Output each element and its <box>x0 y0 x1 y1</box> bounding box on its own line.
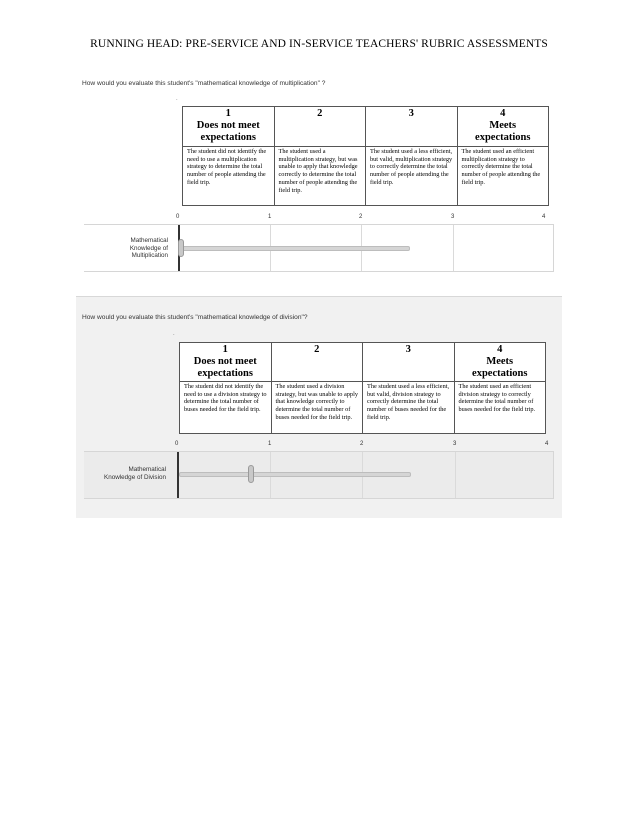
question-panel-multiplication <box>76 74 562 284</box>
slider-handle[interactable] <box>178 239 184 257</box>
rubric-descriptor-1: The student did not identify the need to use a multiplication strategy to determine the total number of people attending the field trip. <box>183 147 275 206</box>
rubric-header-1-label: 1 Does not meet expectations <box>193 344 257 379</box>
rubric-descriptor-4: The student used an efficient multiplication strategy to correctly determine the total number of people attending the field trip. <box>457 147 549 206</box>
slider-label: Mathematical Knowledge of Multiplication <box>129 237 168 259</box>
rubric-descriptor-row <box>180 382 546 434</box>
question-panel-division <box>76 296 562 518</box>
scale-tick-0: 0 <box>176 214 180 220</box>
gridline-3 <box>455 452 456 498</box>
scale-tick-1: 1 <box>268 214 272 220</box>
rubric-descriptor-1: The student did not identify the need to use a division strategy to determine the total number of buses needed for the field trip. <box>180 382 272 434</box>
slider-row <box>84 224 554 272</box>
slider-handle[interactable] <box>248 465 254 483</box>
slider-row <box>84 451 554 499</box>
rubric-descriptor-row <box>183 147 549 206</box>
rubric-table <box>182 106 549 206</box>
rubric-header-2-label: 2 <box>314 344 320 355</box>
slider-track[interactable] <box>180 246 410 251</box>
rubric-header-1-label: 1 Does not meet expectations <box>196 108 260 143</box>
slider-track[interactable] <box>179 472 411 477</box>
question-prompt: How would you evaluate this student's "mathematical knowledge of multiplication" ? <box>82 80 326 87</box>
rating-scale <box>76 441 562 501</box>
scale-tick-0: 0 <box>175 441 179 447</box>
rubric-header-4-label: 4 Meets expectations <box>472 344 528 379</box>
scale-tick-3: 3 <box>453 441 457 447</box>
rubric-header-row <box>180 343 546 382</box>
rubric-header-3 <box>363 343 455 382</box>
rubric-descriptor-2: The student used a division strategy, but was unable to apply that knowledge correctly to determine the total number of buses needed for the field trip. <box>271 382 363 434</box>
rubric-descriptor-3: The student used a less efficient, but valid, multiplication strategy to correctly determine the total number of people attending the field trip. <box>366 147 458 206</box>
rating-scale <box>76 214 562 274</box>
rubric-header-4 <box>457 107 549 147</box>
scale-tick-4: 4 <box>545 441 549 447</box>
rubric-header-4-label: 4 Meets expectations <box>475 108 531 143</box>
slider-label: Mathematical Knowledge of Division <box>104 466 166 481</box>
scale-tick-1: 1 <box>268 441 272 447</box>
scale-tick-4: 4 <box>542 214 546 220</box>
rubric-descriptor-3: The student used a less efficient, but valid, division strategy to correctly determine the total number of buses needed for the field trip. <box>363 382 455 434</box>
rubric-descriptor-2: The student used a multiplication strategy, but was unable to apply that knowledge correctly to determine the total number of people attending the field trip. <box>274 147 366 206</box>
rubric-header-1 <box>180 343 272 382</box>
rubric-header-3 <box>366 107 458 147</box>
rubric-table <box>179 342 546 434</box>
bullet-dot: . <box>173 331 175 337</box>
rubric-header-1 <box>183 107 275 147</box>
rubric-header-3-label: 3 <box>405 344 411 355</box>
rubric-header-row <box>183 107 549 147</box>
gridline-3 <box>453 225 454 271</box>
rubric-header-2-label: 2 <box>317 108 323 119</box>
rubric-header-4 <box>454 343 546 382</box>
rubric-header-2 <box>274 107 366 147</box>
scale-tick-2: 2 <box>359 214 363 220</box>
scale-tick-3: 3 <box>451 214 455 220</box>
rubric-header-3-label: 3 <box>408 108 414 119</box>
rubric-header-2 <box>271 343 363 382</box>
question-prompt: How would you evaluate this student's "mathematical knowledge of division"? <box>82 314 308 321</box>
bullet-dot: . <box>176 96 178 102</box>
running-head: RUNNING HEAD: PRE-SERVICE AND IN-SERVICE TEACHERS' RUBRIC ASSESSMENTS <box>90 38 548 50</box>
rubric-descriptor-4: The student used an efficient division strategy to correctly determine the total number of buses needed for the field trip. <box>454 382 546 434</box>
scale-tick-2: 2 <box>360 441 364 447</box>
